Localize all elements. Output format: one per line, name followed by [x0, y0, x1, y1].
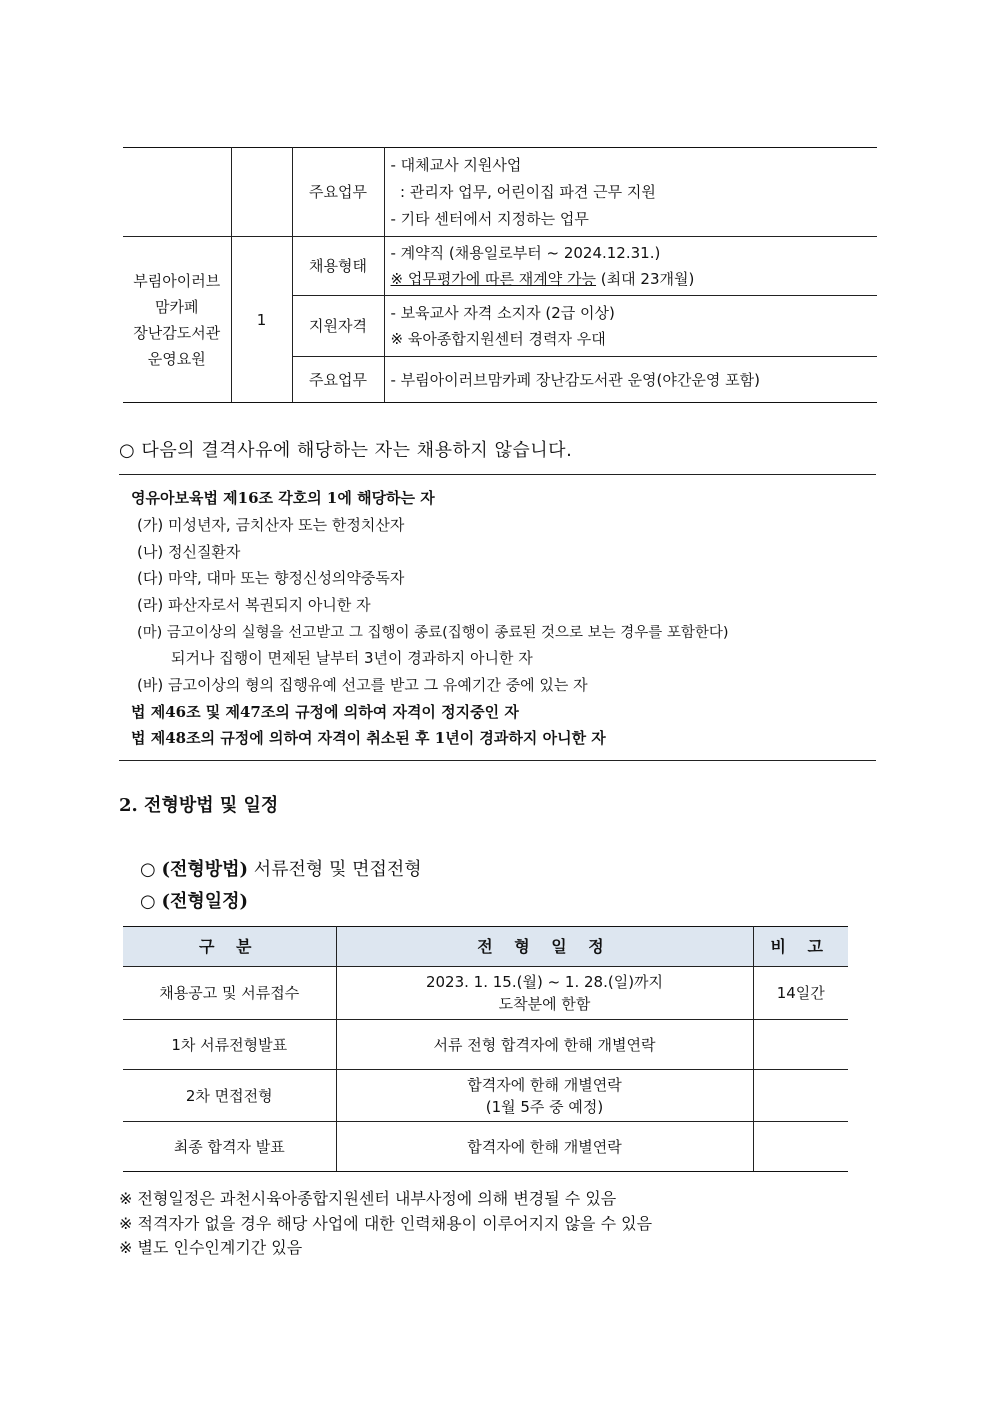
circle-bullet-icon: ○	[140, 891, 162, 912]
content-line: - 기타 센터에서 지정하는 업무	[390, 209, 589, 228]
position-count: 1	[231, 237, 292, 403]
footnote: ※ 적격자가 없을 경우 해당 사업에 대한 인력채용이 이루어지지 않을 수 있음	[119, 1214, 653, 1233]
position-name-line: 장난감도서관	[133, 323, 221, 342]
category-cell: 2차 면접전형	[123, 1070, 336, 1122]
table-row	[123, 967, 848, 1020]
note-cell	[753, 1020, 848, 1070]
disqualification-item: (라) 파산자로서 복권되지 아니한 자	[137, 596, 371, 614]
underlined-text: ※ 업무평가에 따른 재계약 가능	[390, 270, 597, 288]
column-header: 전 형 일 정	[336, 927, 753, 967]
schedule-line: 서류 전형 합격자에 한해 개별연락	[433, 1035, 656, 1054]
note-cell	[753, 1122, 848, 1172]
schedule-bullet	[140, 887, 248, 913]
content-line: - 대체교사 지원사업	[390, 155, 522, 174]
footnote: ※ 전형일정은 과천시육아종합지원센터 내부사정에 의해 변경될 수 있음	[119, 1189, 617, 1208]
column-header: 구 분	[123, 927, 336, 967]
disqualification-item: (나) 정신질환자	[137, 543, 241, 561]
disqualification-title: 영유아보육법 제16조 각호의 1에 해당하는 자	[131, 489, 435, 507]
category-cell: 최종 합격자 발표	[123, 1122, 336, 1172]
schedule-line: 합격자에 한해 개별연락	[467, 1075, 622, 1094]
schedule-line: (1월 5주 중 예정)	[485, 1097, 604, 1116]
schedule-cell	[336, 1070, 753, 1122]
position-name-line: 맘카페	[155, 297, 199, 316]
note-cell	[753, 1070, 848, 1122]
bullet-text: 서류전형 및 면접전형	[248, 859, 422, 880]
row-content	[384, 237, 877, 296]
row-content: - 부림아이러브맘카페 장난감도서관 운영(야간운영 포함)	[384, 357, 877, 403]
row-content	[384, 148, 877, 237]
row-content	[384, 296, 877, 357]
position-name-line: 부림아이러브	[133, 271, 221, 290]
law-clause: 법 제48조의 규정에 의하여 자격이 취소된 후 1년이 경과하지 아니한 자	[131, 729, 606, 747]
schedule-line: 도착분에 한함	[498, 995, 591, 1013]
law-clause: 법 제46조 및 제47조의 규정에 의하여 자격이 정지중인 자	[131, 703, 519, 721]
note-cell: 14일간	[753, 967, 848, 1020]
schedule-table	[123, 926, 848, 1172]
position-name	[123, 237, 231, 403]
column-header: 비 고	[753, 927, 848, 967]
row-label: 주요업무	[292, 148, 384, 237]
disqualification-item: (가) 미성년자, 금치산자 또는 한정치산자	[137, 516, 405, 534]
content-line: ※ 육아종합지원센터 경력자 우대	[390, 330, 606, 348]
row-label: 지원자격	[292, 296, 384, 357]
schedule-cell	[336, 1122, 753, 1172]
bullet-label: (전형방법)	[161, 859, 249, 880]
footnote: ※ 별도 인수인계기간 있음	[119, 1238, 303, 1257]
schedule-cell	[336, 967, 753, 1020]
empty-cell	[231, 148, 292, 237]
schedule-line: 2023. 1. 15.(월) ~ 1. 28.(일)까지	[425, 973, 664, 991]
method-bullet	[140, 855, 422, 881]
table-row	[123, 1020, 848, 1070]
row-label: 주요업무	[292, 357, 384, 403]
disqualification-item: (바) 금고이상의 형의 집행유예 선고를 받고 그 유예기간 중에 있는 자	[137, 676, 588, 694]
category-cell: 채용공고 및 서류접수	[123, 967, 336, 1020]
position-name-line: 운영요원	[147, 349, 206, 368]
job-table	[123, 147, 877, 403]
disqualification-item: (다) 마약, 대마 또는 향정신성의약중독자	[137, 569, 405, 587]
disqualification-item-continued: 되거나 집행이 면제된 날부터 3년이 경과하지 아니한 자	[171, 649, 533, 667]
section-title: 2. 전형방법 및 일정	[119, 795, 279, 816]
content-line	[391, 266, 872, 292]
category-cell: 1차 서류전형발표	[123, 1020, 336, 1070]
table-row	[123, 1122, 848, 1172]
content-line: - 보육교사 자격 소지자 (2급 이상)	[390, 304, 615, 322]
content-text: (최대 23개월)	[596, 270, 695, 288]
content-line: : 관리자 업무, 어린이집 파견 근무 지원	[390, 182, 656, 201]
circle-bullet-icon: ○	[140, 859, 162, 880]
bullet-label: (전형일정)	[161, 891, 249, 912]
row-label: 채용형태	[292, 237, 384, 296]
schedule-line: 합격자에 한해 개별연락	[467, 1137, 622, 1156]
empty-cell	[123, 148, 231, 237]
schedule-cell	[336, 1020, 753, 1070]
table-row	[123, 1070, 848, 1122]
disqualification-heading: ○ 다음의 결격사유에 해당하는 자는 채용하지 않습니다.	[119, 440, 573, 461]
content-line: - 계약직 (채용일로부터 ~ 2024.12.31.)	[390, 244, 661, 262]
disqualification-item: (마) 금고이상의 실형을 선고받고 그 집행이 종료(집행이 종료된 것으로 보는 경우를 포함한다)	[137, 625, 729, 641]
disqualification-box	[119, 474, 876, 761]
